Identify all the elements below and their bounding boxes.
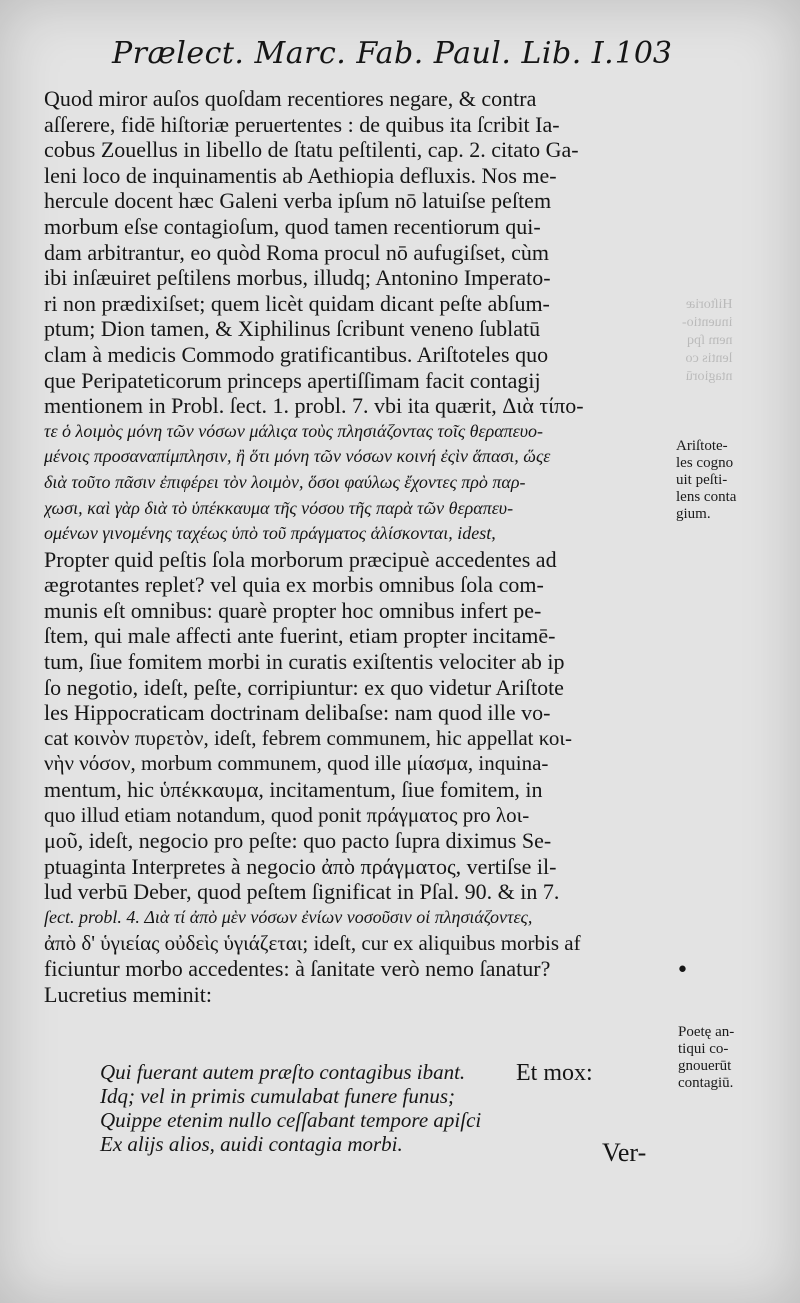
text-line: munis eſt omnibus: quarè propter hoc omnibus infert pe- xyxy=(44,597,542,623)
page-number: 103 xyxy=(614,36,672,71)
margin-note-line: uit peſti- xyxy=(676,472,728,488)
show-through-line: lentis co xyxy=(685,351,733,366)
margin-note-line: Poetę an- xyxy=(678,1024,735,1040)
main-text-block xyxy=(44,86,674,1007)
show-through-text xyxy=(682,296,733,386)
text-line: leni loco de inquinamentis ab Aethiopia defluxis. Nos me- xyxy=(44,162,557,188)
verse-line: Quippe etenim nullo ceſſabant tempore apiſci xyxy=(100,1108,482,1132)
show-through-line: nem ſpq xyxy=(687,333,733,348)
text-line: quo illud etiam notandum, quod ponit πράγματος pro λοι- xyxy=(44,802,530,827)
text-line: tum, ſiue fomitem morbi in curatis exiſtentis velociter ab ip xyxy=(44,649,565,675)
greek-text-line: ſect. probl. 4. Διὰ τί ἀπὸ μὲν νόσων ἐνίων νοσοῦσιν οἱ πλησιάζοντες, xyxy=(44,907,533,927)
text-line: ri non prædixiſset; quem licèt quidam dicant peſte abſum- xyxy=(44,290,550,316)
text-line: aſſerere, fidē hiſtoriæ peruertentes : de quibus ita ſcribit Ia- xyxy=(44,111,560,137)
greek-text-line: διὰ τοῦτο πᾶσιν ἐπιφέρει τὸν λοιμὸν, ὅσοι φαύλως ἔχοντες πρὸ παρ- xyxy=(44,471,526,492)
greek-text-line: τε ὁ λοιμὸς μόνη τῶν νόσων μάλιςα τοὺς πλησιάζοντας τοῖς θεραπευο- xyxy=(44,420,544,441)
margin-note-line: contagiū. xyxy=(678,1075,734,1091)
running-head: Prælect. Marc. Fab. Paul. Lib. I. xyxy=(112,36,615,71)
text-line: ſo negotio, ideſt, peſte, corripiuntur: ex quo videtur Ariſtote xyxy=(44,674,564,700)
show-through-line: inuentio- xyxy=(682,315,733,330)
text-line: ptum; Dion tamen, & Xiphilinus ſcribunt veneno ſublatū xyxy=(44,316,541,342)
text-line: cobus Zouellus in libello de ſtatu peſtilenti, cap. 2. citato Ga- xyxy=(44,137,579,163)
margin-note-aristotle xyxy=(676,438,736,523)
margin-note-poets xyxy=(678,1024,734,1092)
greek-text-line: χωσι, καὶ γὰρ διὰ τὸ ὑπέκκαυμα τῆς νόσου τῆς παρὰ τῶν θεραπευ- xyxy=(44,497,514,518)
text-line: dam arbitrantur, eo quòd Roma procul nō aufugiſset, cùm xyxy=(44,239,549,265)
text-line: hercule docent hæc Galeni verba ipſum nō latuiſse peſtem xyxy=(44,188,552,214)
text-line: mentionem in Probl. ſect. 1. probl. 7. vbi ita quærit, Διὰ τίπο- xyxy=(44,393,584,419)
verse-line: Idq; vel in primis cumulabat funere funus; xyxy=(100,1084,456,1108)
text-line: ptuaginta Interpretes à negocio ἀπὸ πράγματος, vertiſse il- xyxy=(44,853,557,879)
et-mox-label: Et mox: xyxy=(516,1060,593,1086)
text-line: ibi inſæuiret peſtilens morbus, illudq; Antonino Imperato- xyxy=(44,265,551,291)
page-header xyxy=(112,30,672,76)
text-line: ficiuntur morbo accedentes: à ſanitate verò nemo ſanatur? xyxy=(44,956,551,982)
text-line: Quod miror auſos quoſdam recentiores negare, & contra xyxy=(44,86,537,111)
verse-line: Qui fuerant autem præſto contagibus ibant. xyxy=(100,1060,466,1084)
margin-note-line: gium. xyxy=(676,506,711,522)
greek-text-line: ομένων γινομένης ταχέως ὑπὸ τοῦ πράγματος ἁλίσκονται, idest, xyxy=(44,523,496,544)
text-line: Propter quid peſtis ſola morborum præcipuè accedentes ad xyxy=(44,546,557,572)
margin-note-line: gnouerūt xyxy=(678,1058,732,1074)
margin-note-line: lens conta xyxy=(676,489,737,505)
text-line: clam à medicis Commodo gratificantibus. Ariſtoteles quo xyxy=(44,341,549,367)
catchword: Ver- xyxy=(602,1138,647,1167)
margin-mark: • xyxy=(676,958,689,983)
text-line: les Hippocraticam doctrinam delibaſse: nam quod ille vo- xyxy=(44,700,551,726)
margin-note-line: Ariſtote- xyxy=(676,438,728,454)
text-line: Lucretius meminit: xyxy=(44,981,213,1007)
show-through-line: Hiſtoriæ xyxy=(685,297,733,312)
show-through-line: ntagiorū xyxy=(685,369,733,384)
text-line: νὴν νόσον, morbum communem, quod ille μίασμα, inquina- xyxy=(44,751,549,776)
margin-note-line: tiqui co- xyxy=(678,1041,729,1057)
text-line: μοῦ, ideſt, negocio pro peſte: quo pacto ſupra diximus Se- xyxy=(44,828,552,854)
text-line: mentum, hic ὑπέκκαυμα, incitamentum, ſiue fomitem, in xyxy=(44,777,543,803)
text-line: ἀπὸ δ' ὑγιείας οὐδεὶς ὑγιάζεται; ideſt, cur ex aliquibus morbis af xyxy=(44,930,581,955)
text-line: ſtem, qui male affecti ante fuerint, etiam propter incitamē- xyxy=(44,623,556,649)
greek-text-line: μένοις προσαναπίμπλησιν, ἢ ὅτι μόνη τῶν νόσων κοινή ἐςὶν ἅπασι, ὥςε xyxy=(44,446,551,467)
margin-note-line: les cogno xyxy=(676,455,734,471)
text-line: cat κοινὸν πυρετὸν, ideſt, febrem communem, hic appellat κοι- xyxy=(44,725,573,750)
text-line: lud verbū Deber, quod peſtem ſignificat in Pſal. 90. & in 7. xyxy=(44,879,560,905)
verse-line: Ex alijs alios, auidi contagia morbi. xyxy=(100,1132,403,1156)
text-line: que Peripateticorum princeps apertiſſimam facit contagij xyxy=(44,367,541,393)
text-line: ægrotantes replet? vel quia ex morbis omnibus ſola com- xyxy=(44,572,544,598)
text-line: morbum eſse contagioſum, quod tamen recentiorum qui- xyxy=(44,213,541,239)
